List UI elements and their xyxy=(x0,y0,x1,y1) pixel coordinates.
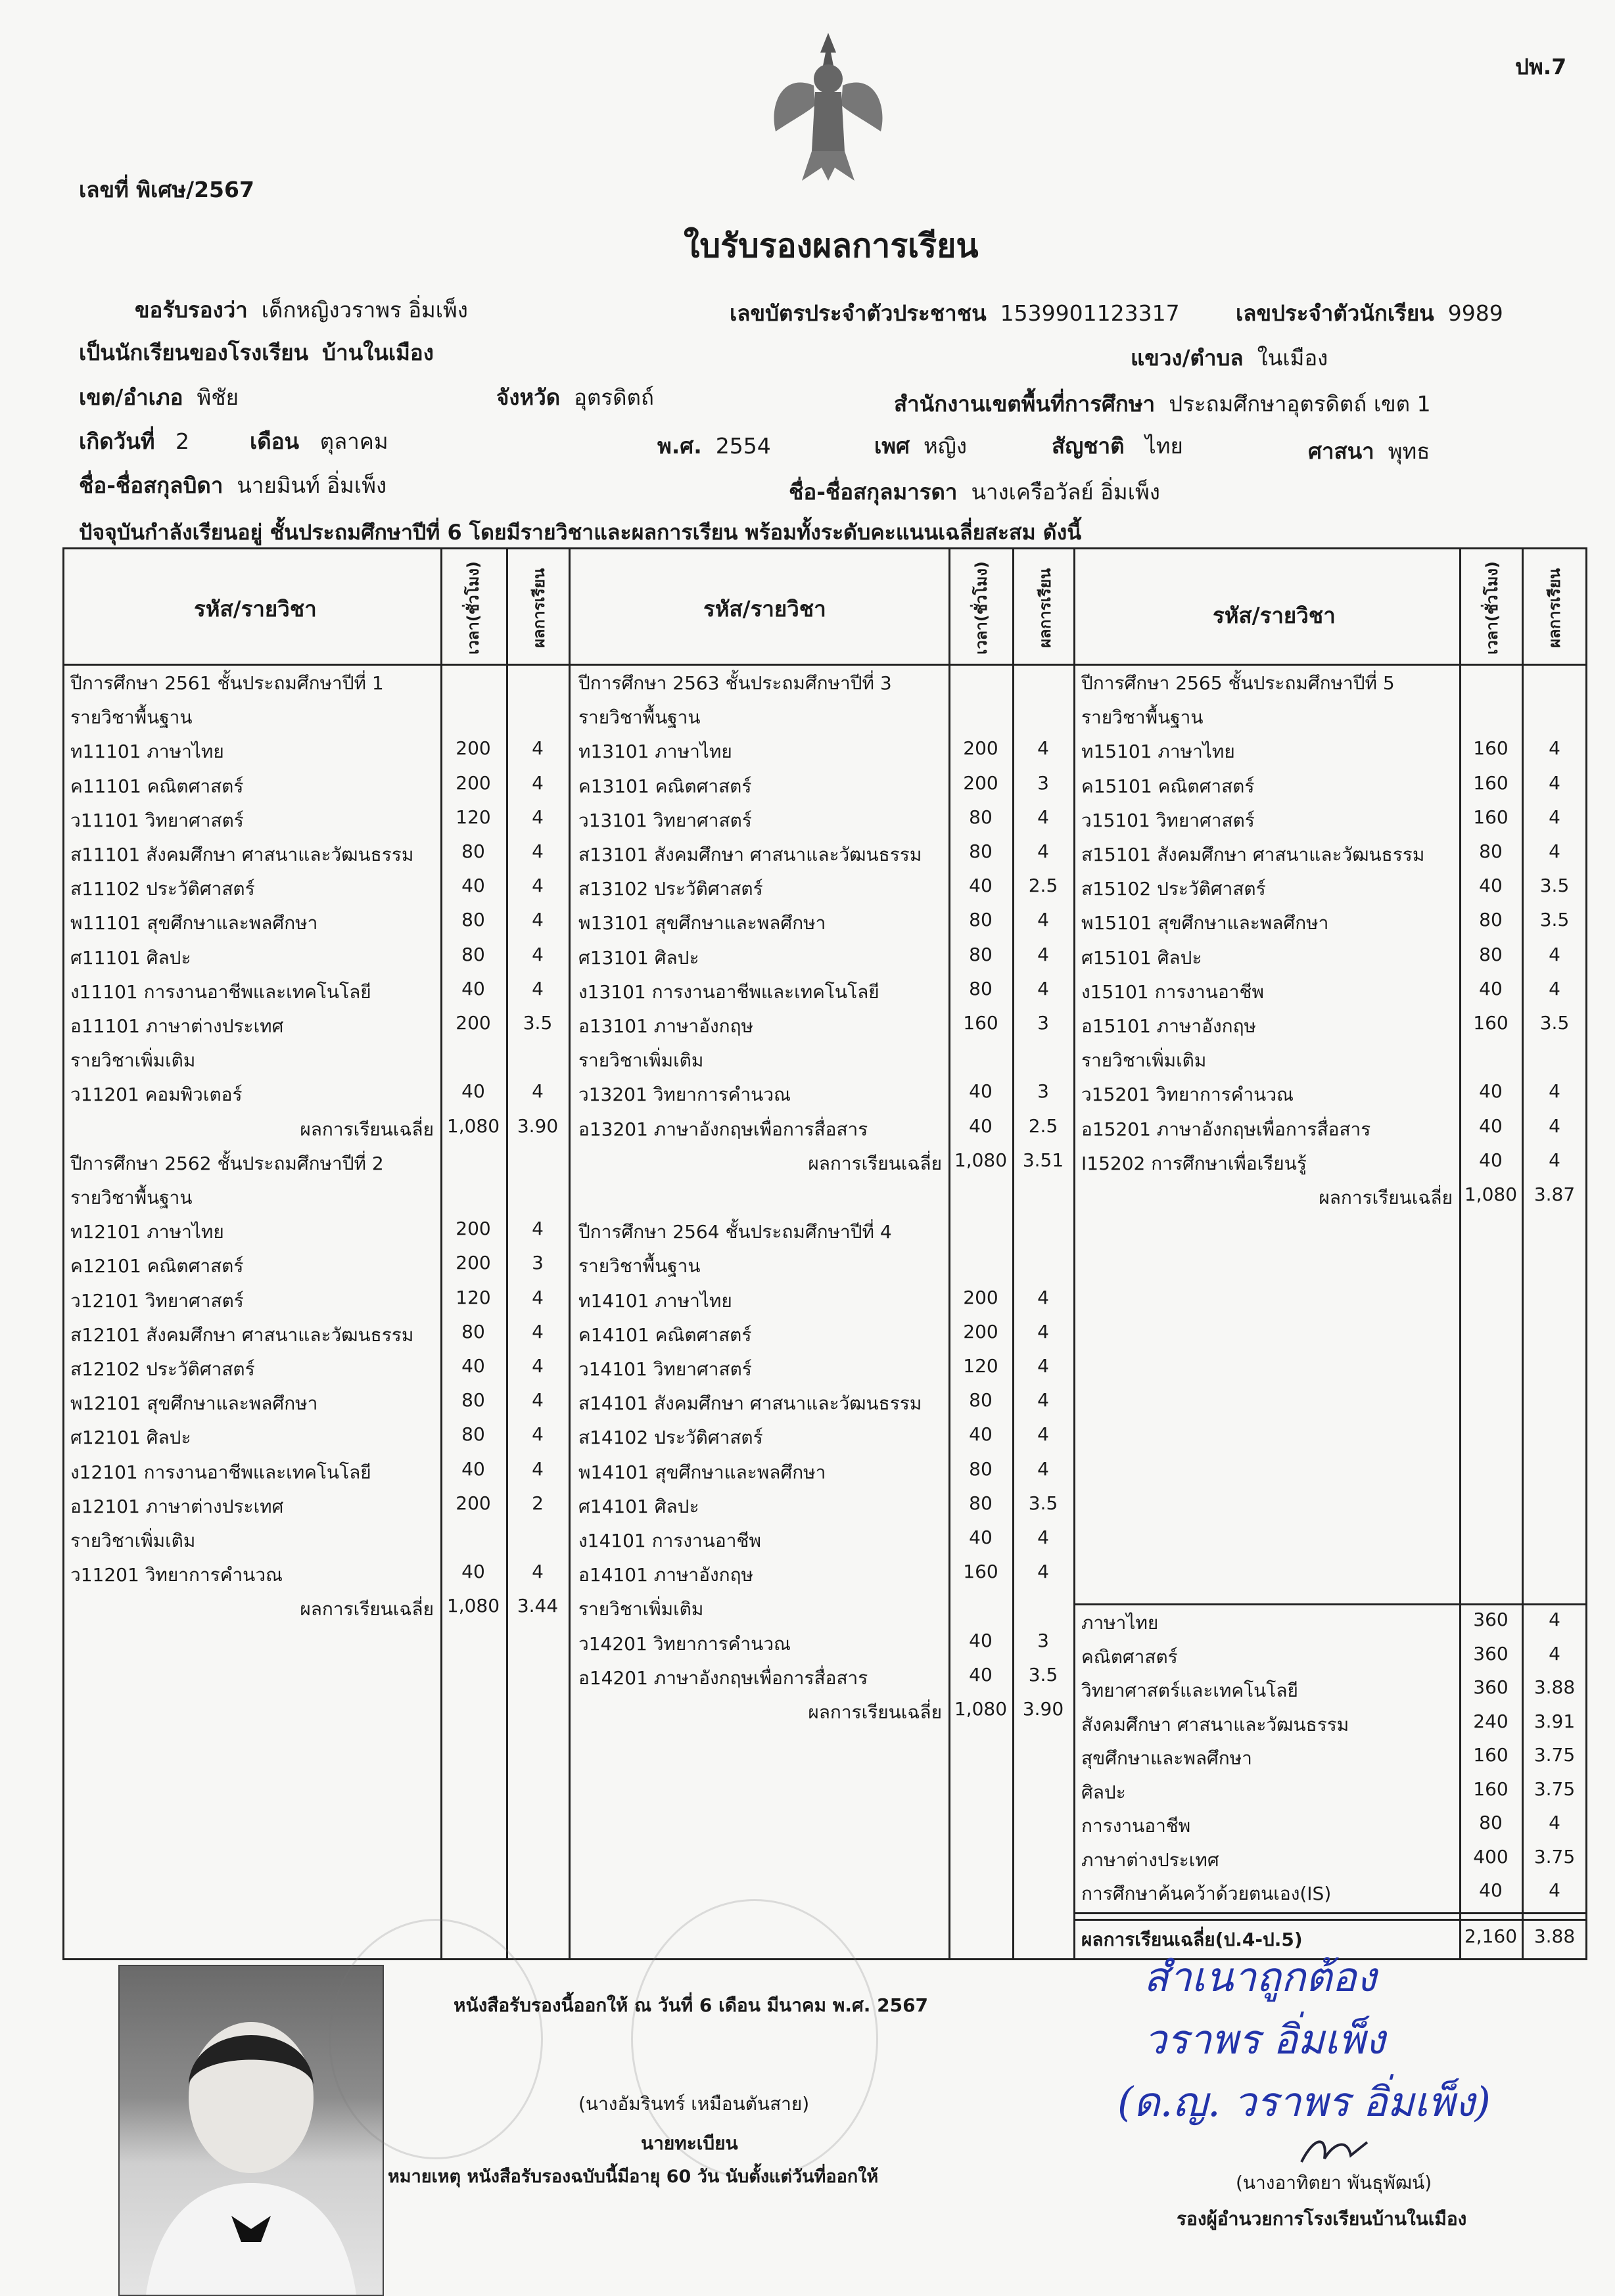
subject-cell: ค15101 คณิตศาสตร์ xyxy=(1081,775,1255,797)
province-label: จังหวัด xyxy=(496,384,561,410)
overall-average-label: ผลการเรียนเฉลี่ย(ป.4-ป.5) xyxy=(1081,1929,1303,1950)
subject-cell: ว14101 วิทยาศาสตร์ xyxy=(578,1358,752,1380)
grade-cell: 2 xyxy=(532,1492,544,1514)
hours-cell: 1,080 xyxy=(446,1114,500,1137)
subject-cell: ง11101 การงานอาชีพและเทคโนโลยี xyxy=(70,980,371,1003)
header-subject-2: รหัส/รายวิชา xyxy=(703,596,826,622)
grade-cell: 4 xyxy=(1549,737,1560,760)
subject-cell: ว15101 วิทยาศาสตร์ xyxy=(1081,809,1255,831)
id-card-number: 1539901123317 xyxy=(1000,300,1180,326)
district: พิชัย xyxy=(197,384,239,410)
subject-cell: รายวิชาเพิ่มเติม xyxy=(578,1049,704,1072)
overall-grade: 3.88 xyxy=(1533,1925,1576,1947)
summary-hours: 360 xyxy=(1473,1609,1509,1630)
hours-cell: 160 xyxy=(963,1561,998,1583)
grade-cell: 4 xyxy=(1037,1458,1049,1480)
subdistrict-label: แขวง/ตำบล xyxy=(1131,345,1244,371)
subject-cell: รายวิชาพื้นฐาน xyxy=(70,706,193,729)
average-label: ผลการเรียนเฉลี่ย xyxy=(300,1598,434,1620)
hours-cell: 40 xyxy=(969,1663,993,1686)
summary-hours: 160 xyxy=(1473,1778,1509,1800)
summary-subject: ภาษาต่างประเทศ xyxy=(1081,1848,1219,1871)
summary-hours: 360 xyxy=(1473,1642,1509,1665)
summary-subject: คณิตศาสตร์ xyxy=(1081,1645,1178,1668)
header-grade-3: ผลการเรียน xyxy=(1545,568,1564,648)
document-number: เลขที่ พิเศษ/2567 xyxy=(79,177,254,202)
grade-cell: 3 xyxy=(1037,1012,1049,1034)
hours-cell: 160 xyxy=(1473,771,1509,794)
hours-cell: 160 xyxy=(963,1012,998,1034)
subject-cell: ท12101 ภาษาไทย xyxy=(70,1221,224,1243)
hours-cell: 40 xyxy=(461,1080,485,1103)
id-card-label: เลขบัตรประจำตัวประชาชน xyxy=(730,300,987,326)
summary-grade: 4 xyxy=(1549,1812,1560,1833)
subject-cell: ปีการศึกษา 2564 ชั้นประถมศึกษาปีที่ 4 xyxy=(578,1221,892,1243)
grade-cell: 3.51 xyxy=(1022,1149,1064,1171)
grade-cell: 4 xyxy=(1549,1149,1560,1171)
grade-cell: 4 xyxy=(1037,840,1049,862)
grade-cell: 3.5 xyxy=(1539,909,1570,931)
subject-cell: พ14101 สุขศึกษาและพลศึกษา xyxy=(578,1461,826,1483)
grade-cell: 4 xyxy=(532,1286,544,1308)
subject-cell: ง15101 การงานอาชีพ xyxy=(1081,980,1264,1003)
deputy-name: (นางอาทิตยา พันธุพัฒน์) xyxy=(1236,2172,1432,2193)
area-label: สำนักงานเขตพื้นที่การศึกษา xyxy=(894,391,1156,417)
subject-cell: อ15201 ภาษาอังกฤษเพื่อการสื่อสาร xyxy=(1081,1118,1371,1140)
born-year: 2554 xyxy=(715,433,771,459)
grade-cell: 4 xyxy=(532,1218,544,1240)
grade-cell: 4 xyxy=(532,840,544,862)
hours-cell: 200 xyxy=(456,771,491,794)
grade-cell: 3.5 xyxy=(1539,1012,1570,1034)
subject-cell: I15202 การศึกษาเพื่อเรียนรู้ xyxy=(1081,1152,1307,1174)
subject-cell: ว11201 คอมพิวเตอร์ xyxy=(70,1084,243,1106)
hours-cell: 80 xyxy=(969,943,993,965)
hours-cell: 160 xyxy=(1473,1012,1509,1034)
summary-grade: 3.91 xyxy=(1533,1710,1576,1732)
page-title: ใบรับรองผลการเรียน xyxy=(684,227,979,265)
hours-cell: 80 xyxy=(969,977,993,999)
grade-cell: 4 xyxy=(1549,1114,1560,1137)
grade-cell: 4 xyxy=(532,977,544,999)
subject-cell: ว11101 วิทยาศาสตร์ xyxy=(70,809,244,831)
hours-cell: 80 xyxy=(461,1423,485,1446)
hours-cell: 200 xyxy=(963,1286,998,1308)
subject-cell: ส14102 ประวัติศาสตร์ xyxy=(578,1427,763,1449)
average-label: ผลการเรียนเฉลี่ย xyxy=(300,1118,434,1140)
grade-cell: 4 xyxy=(1037,1286,1049,1308)
subject-cell: รายวิชาพื้นฐาน xyxy=(578,706,701,729)
school-seal-left xyxy=(329,1919,543,2159)
hours-cell: 80 xyxy=(969,806,993,828)
hours-cell: 80 xyxy=(1479,909,1503,931)
religion: พุทธ xyxy=(1388,438,1430,464)
mother-label: ชื่อ-ชื่อสกุลมารดา xyxy=(789,479,958,505)
grade-cell: 4 xyxy=(1037,977,1049,999)
born-month: ตุลาคม xyxy=(319,428,388,454)
hours-cell: 80 xyxy=(969,1389,993,1412)
student-number: 9989 xyxy=(1447,300,1503,326)
hours-cell: 40 xyxy=(969,1629,993,1651)
hours-cell: 80 xyxy=(461,943,485,965)
subject-cell: ปีการศึกษา 2563 ชั้นประถมศึกษาปีที่ 3 xyxy=(578,672,892,694)
registrar-title: นายทะเบียน xyxy=(641,2132,738,2154)
subject-cell: ว11201 วิทยาการคำนวณ xyxy=(70,1564,283,1586)
subject-cell: ปีการศึกษา 2562 ชั้นประถมศึกษาปีที่ 2 xyxy=(70,1152,384,1174)
handwritten-certified-copy: สำเนาถูกต้อง xyxy=(1144,1953,1376,2001)
average-label: ผลการเรียนเฉลี่ย xyxy=(808,1701,942,1723)
subject-cell: รายวิชาพื้นฐาน xyxy=(1081,706,1204,729)
subject-cell: ส12101 สังคมศึกษา ศาสนาและวัฒนธรรม xyxy=(70,1323,414,1346)
grade-cell: 3 xyxy=(1037,1080,1049,1103)
grade-cell: 4 xyxy=(532,909,544,931)
grade-cell: 3.44 xyxy=(517,1595,559,1617)
summary-subject: สุขศึกษาและพลศึกษา xyxy=(1081,1747,1252,1769)
summary-subject: การงานอาชีพ xyxy=(1081,1815,1191,1837)
hours-cell: 120 xyxy=(456,1286,491,1308)
born-day: 2 xyxy=(176,428,190,454)
registrar-name: (นางอัมรินทร์ เหมือนตันสาย) xyxy=(578,2093,810,2115)
hours-cell: 80 xyxy=(461,1320,485,1343)
subject-cell: ค14101 คณิตศาสตร์ xyxy=(578,1323,752,1346)
grade-cell: 4 xyxy=(532,806,544,828)
grade-cell: 4 xyxy=(1037,1561,1049,1583)
hours-cell: 200 xyxy=(456,1218,491,1240)
summary-hours: 240 xyxy=(1473,1710,1509,1732)
subject-cell: ส14101 สังคมศึกษา ศาสนาและวัฒนธรรม xyxy=(578,1392,922,1415)
hours-cell: 200 xyxy=(963,771,998,794)
grade-cell: 3.5 xyxy=(1028,1663,1058,1686)
summary-subject: การศึกษาค้นคว้าด้วยตนเอง(IS) xyxy=(1081,1883,1332,1904)
grade-cell: 4 xyxy=(532,1389,544,1412)
subject-cell: ปีการศึกษา 2565 ชั้นประถมศึกษาปีที่ 5 xyxy=(1081,672,1395,694)
subject-cell: ว15201 วิทยาการคำนวณ xyxy=(1081,1084,1294,1106)
subject-cell: ศ15101 ศิลปะ xyxy=(1081,946,1202,969)
grade-cell: 4 xyxy=(1037,737,1049,760)
hours-cell: 40 xyxy=(969,875,993,897)
summary-hours: 360 xyxy=(1473,1676,1509,1698)
grade-cell: 4 xyxy=(1037,1355,1049,1377)
mother-name: นางเครือวัลย์ อิ่มเพ็ง xyxy=(971,479,1160,505)
grade-cell: 4 xyxy=(532,1355,544,1377)
subject-cell: อ14201 ภาษาอังกฤษเพื่อการสื่อสาร xyxy=(578,1666,868,1689)
subject-cell: อ14101 ภาษาอังกฤษ xyxy=(578,1564,753,1586)
subject-cell: ส11102 ประวัติศาสตร์ xyxy=(70,878,255,900)
summary-hours: 160 xyxy=(1473,1744,1509,1766)
grade-cell: 3.90 xyxy=(1022,1698,1064,1720)
hours-cell: 40 xyxy=(1479,875,1503,897)
grade-cell: 2.5 xyxy=(1028,875,1058,897)
hours-cell: 40 xyxy=(461,977,485,999)
subject-cell: ศ12101 ศิลปะ xyxy=(70,1427,191,1449)
subject-cell: รายวิชาเพิ่มเติม xyxy=(1081,1049,1207,1072)
hours-cell: 40 xyxy=(461,1458,485,1480)
subject-cell: อ15101 ภาษาอังกฤษ xyxy=(1081,1015,1256,1037)
header-grade-1: ผลการเรียน xyxy=(530,568,548,648)
grades-table xyxy=(62,547,1587,1960)
hours-cell: 120 xyxy=(963,1355,998,1377)
hours-cell: 80 xyxy=(1479,943,1503,965)
hours-cell: 80 xyxy=(461,1389,485,1412)
grade-cell: 4 xyxy=(532,1561,544,1583)
hours-cell: 80 xyxy=(1479,840,1503,862)
summary-grade: 4 xyxy=(1549,1609,1560,1630)
hours-cell: 1,080 xyxy=(1464,1183,1518,1205)
grade-cell: 3.87 xyxy=(1533,1183,1576,1205)
hours-cell: 40 xyxy=(461,1561,485,1583)
grade-cell: 4 xyxy=(1037,806,1049,828)
grade-cell: 4 xyxy=(532,1458,544,1480)
grade-cell: 4 xyxy=(532,875,544,897)
header-hours-2: เวลา(ชั่วโมง) xyxy=(972,561,991,654)
subject-cell: ท14101 ภาษาไทย xyxy=(578,1289,732,1312)
subject-cell: อ11101 ภาษาต่างประเทศ xyxy=(70,1015,284,1037)
subject-cell: ส13101 สังคมศึกษา ศาสนาและวัฒนธรรม xyxy=(578,844,922,865)
hours-cell: 80 xyxy=(461,909,485,931)
deputy-title: รองผู้อำนวยการโรงเรียนบ้านในเมือง xyxy=(1177,2208,1467,2230)
subject-cell: รายวิชาพื้นฐาน xyxy=(70,1187,193,1208)
hours-cell: 80 xyxy=(969,1492,993,1514)
grade-cell: 4 xyxy=(532,943,544,965)
student-name: เด็กหญิงวราพร อิ่มเพ็ง xyxy=(261,297,468,323)
subject-cell: ส13102 ประวัติศาสตร์ xyxy=(578,878,763,900)
summary-subject: สังคมศึกษา ศาสนาและวัฒนธรรม xyxy=(1081,1713,1349,1735)
hours-cell: 40 xyxy=(1479,1080,1503,1103)
subject-cell: รายวิชาพื้นฐาน xyxy=(578,1255,701,1277)
father-name: นายมินท์ อิ่มเพ็ง xyxy=(237,472,387,498)
father-label: ชื่อ-ชื่อสกุลบิดา xyxy=(79,472,223,498)
subject-cell: ว12101 วิทยาศาสตร์ xyxy=(70,1289,244,1312)
hours-cell: 160 xyxy=(1473,737,1509,760)
subject-cell: ส15101 สังคมศึกษา ศาสนาและวัฒนธรรม xyxy=(1081,844,1425,865)
subject-cell: ค11101 คณิตศาสตร์ xyxy=(70,775,244,797)
grade-cell: 4 xyxy=(532,771,544,794)
subject-cell: ศ11101 ศิลปะ xyxy=(70,946,191,969)
hours-cell: 40 xyxy=(969,1423,993,1446)
hours-cell: 200 xyxy=(456,1012,491,1034)
grade-cell: 4 xyxy=(1037,1389,1049,1412)
hours-cell: 200 xyxy=(963,1320,998,1343)
header-subject-1: รหัส/รายวิชา xyxy=(194,596,317,622)
grade-cell: 4 xyxy=(1549,771,1560,794)
grade-cell: 4 xyxy=(532,1080,544,1103)
subject-cell: ศ14101 ศิลปะ xyxy=(578,1495,699,1517)
grade-cell: 3 xyxy=(1037,1629,1049,1651)
grade-cell: 4 xyxy=(532,1423,544,1446)
summary-grade: 4 xyxy=(1549,1642,1560,1665)
summary-subject: ภาษาไทย xyxy=(1081,1612,1159,1634)
nationality: ไทย xyxy=(1145,433,1183,459)
education-area: ประถมศึกษาอุตรดิตถ์ เขต 1 xyxy=(1169,391,1431,417)
subject-cell: พ15101 สุขศึกษาและพลศึกษา xyxy=(1081,912,1329,934)
summary-grade: 3.75 xyxy=(1533,1845,1576,1868)
hours-cell: 80 xyxy=(969,909,993,931)
subject-cell: ศ13101 ศิลปะ xyxy=(578,946,699,969)
grade-cell: 4 xyxy=(1037,909,1049,931)
hours-cell: 40 xyxy=(1479,1149,1503,1171)
grade-cell: 3.5 xyxy=(523,1012,553,1034)
hours-cell: 40 xyxy=(969,1527,993,1548)
hours-cell: 40 xyxy=(461,875,485,897)
subdistrict: ในเมือง xyxy=(1257,345,1328,371)
hours-cell: 1,080 xyxy=(954,1149,1008,1171)
subject-cell: ค13101 คณิตศาสตร์ xyxy=(578,775,752,797)
sex-label: เพศ xyxy=(874,433,910,459)
subject-cell: ว14201 วิทยาการคำนวณ xyxy=(578,1632,791,1655)
subject-cell: ปีการศึกษา 2561 ชั้นประถมศึกษาปีที่ 1 xyxy=(70,672,384,694)
header-subject-3: รหัส/รายวิชา xyxy=(1213,603,1336,628)
header-hours-1: เวลา(ชั่วโมง) xyxy=(464,561,482,654)
subject-cell: อ13101 ภาษาอังกฤษ xyxy=(578,1015,753,1037)
subject-cell: ง14101 การงานอาชีพ xyxy=(578,1530,761,1551)
subject-cell: ส12102 ประวัติศาสตร์ xyxy=(70,1358,255,1380)
subject-cell: ง13101 การงานอาชีพและเทคโนโลยี xyxy=(578,980,879,1003)
summary-hours: 80 xyxy=(1479,1812,1503,1833)
hours-cell: 200 xyxy=(963,737,998,760)
year-label: พ.ศ. xyxy=(657,433,702,459)
grade-cell: 4 xyxy=(1037,1423,1049,1446)
summary-grade: 3.88 xyxy=(1533,1676,1576,1698)
subject-cell: พ11101 สุขศึกษาและพลศึกษา xyxy=(70,912,318,934)
subject-cell: ท13101 ภาษาไทย xyxy=(578,741,732,763)
grade-cell: 2.5 xyxy=(1028,1114,1058,1137)
hours-cell: 80 xyxy=(969,1458,993,1480)
grade-cell: 3.90 xyxy=(517,1114,559,1137)
born-label: เกิดวันที่ xyxy=(79,428,155,454)
subject-cell: พ12101 สุขศึกษาและพลศึกษา xyxy=(70,1392,318,1415)
summary-grade: 3.75 xyxy=(1533,1744,1576,1766)
subject-cell: ง12101 การงานอาชีพและเทคโนโลยี xyxy=(70,1461,371,1483)
subject-cell: ค12101 คณิตศาสตร์ xyxy=(70,1255,244,1277)
subject-cell: อ13201 ภาษาอังกฤษเพื่อการสื่อสาร xyxy=(578,1118,868,1140)
month-label: เดือน xyxy=(250,428,300,454)
grade-cell: 3.5 xyxy=(1539,875,1570,897)
grade-cell: 4 xyxy=(1549,977,1560,999)
student-no-label: เลขประจำตัวนักเรียน xyxy=(1236,300,1434,326)
validity-note: หมายเหตุ หนังสือรับรองฉบับนี้มีอายุ 60 วัน นับตั้งแต่วันที่ออกให้ xyxy=(388,2167,879,2187)
hours-cell: 40 xyxy=(1479,1114,1503,1137)
nationality-label: สัญชาติ xyxy=(1052,433,1125,459)
handwritten-signature: วราพร อิ่มเพ็ง xyxy=(1144,2015,1386,2063)
grade-cell: 4 xyxy=(1037,1527,1049,1548)
province: อุตรดิตถ์ xyxy=(574,384,654,410)
summary-grade: 4 xyxy=(1549,1879,1560,1901)
grade-cell: 4 xyxy=(532,737,544,760)
issue-date-text: หนังสือรับรองนี้ออกให้ ณ วันที่ 6 เดือน มีนาคม พ.ศ. 2567 xyxy=(454,1994,929,2016)
grade-cell: 3 xyxy=(532,1252,544,1274)
subject-cell: รายวิชาเพิ่มเติม xyxy=(70,1530,196,1551)
subject-cell: พ13101 สุขศึกษาและพลศึกษา xyxy=(578,912,826,934)
certify-label: ขอรับรองว่า xyxy=(135,297,248,323)
subject-cell: ท15101 ภาษาไทย xyxy=(1081,741,1235,763)
religion-label: ศาสนา xyxy=(1308,438,1374,464)
district-label: เขต/อำเภอ xyxy=(79,384,183,410)
subject-cell: ส11101 สังคมศึกษา ศาสนาและวัฒนธรรม xyxy=(70,844,414,865)
grade-cell: 4 xyxy=(1549,943,1560,965)
header-grade-2: ผลการเรียน xyxy=(1036,568,1054,648)
hours-cell: 160 xyxy=(1473,806,1509,828)
subject-cell: ท11101 ภาษาไทย xyxy=(70,741,224,763)
hours-cell: 1,080 xyxy=(446,1595,500,1617)
overall-hours: 2,160 xyxy=(1464,1925,1518,1947)
hours-cell: 120 xyxy=(456,806,491,828)
hours-cell: 1,080 xyxy=(954,1698,1008,1720)
grade-cell: 4 xyxy=(1549,840,1560,862)
hours-cell: 80 xyxy=(969,840,993,862)
subject-cell: ส15102 ประวัติศาสตร์ xyxy=(1081,878,1266,900)
subject-cell: ว13101 วิทยาศาสตร์ xyxy=(578,809,752,831)
school-label: เป็นนักเรียนของโรงเรียน xyxy=(79,340,309,365)
hours-cell: 200 xyxy=(456,737,491,760)
summary-subject: วิทยาศาสตร์และเทคโนโลยี xyxy=(1081,1680,1298,1701)
study-summary: ปัจจุบันกำลังเรียนอยู่ ชั้นประถมศึกษาปีที่ 6 โดยมีรายวิชาและผลการเรียน พร้อมทั้งระดับคะแนนเฉลี่ยสะสม ดังนี้ xyxy=(79,520,1082,545)
sex: หญิง xyxy=(923,433,967,459)
hours-cell: 200 xyxy=(456,1252,491,1274)
grade-cell: 3.5 xyxy=(1028,1492,1058,1514)
handwritten-name: (ด.ญ. วราพร อิ่มเพ็ง) xyxy=(1117,2078,1491,2126)
grade-cell: 4 xyxy=(1549,1080,1560,1103)
subject-cell: รายวิชาเพิ่มเติม xyxy=(578,1598,704,1620)
summary-subject: ศิลปะ xyxy=(1081,1781,1126,1803)
average-label: ผลการเรียนเฉลี่ย xyxy=(808,1152,942,1174)
hours-cell: 80 xyxy=(461,840,485,862)
header-hours-3: เวลา(ชั่วโมง) xyxy=(1483,561,1501,654)
grade-cell: 4 xyxy=(1549,806,1560,828)
average-label: ผลการเรียนเฉลี่ย xyxy=(1319,1187,1453,1208)
subject-cell: ว13201 วิทยาการคำนวณ xyxy=(578,1084,791,1106)
hours-cell: 40 xyxy=(969,1114,993,1137)
grade-cell: 4 xyxy=(1037,1320,1049,1343)
garuda-emblem xyxy=(762,26,894,184)
hours-cell: 40 xyxy=(461,1355,485,1377)
school-name: บ้านในเมือง xyxy=(322,340,434,365)
subject-cell: รายวิชาเพิ่มเติม xyxy=(70,1049,196,1072)
grade-cell: 3 xyxy=(1037,771,1049,794)
hours-cell: 40 xyxy=(1479,977,1503,999)
hours-cell: 200 xyxy=(456,1492,491,1514)
summary-hours: 400 xyxy=(1473,1845,1509,1868)
summary-grade: 3.75 xyxy=(1533,1778,1576,1800)
form-code: ปพ.7 xyxy=(1515,54,1567,80)
subject-cell: อ12101 ภาษาต่างประเทศ xyxy=(70,1495,284,1517)
grade-cell: 4 xyxy=(1037,943,1049,965)
hours-cell: 40 xyxy=(969,1080,993,1103)
grade-cell: 4 xyxy=(532,1320,544,1343)
summary-hours: 40 xyxy=(1479,1879,1503,1901)
